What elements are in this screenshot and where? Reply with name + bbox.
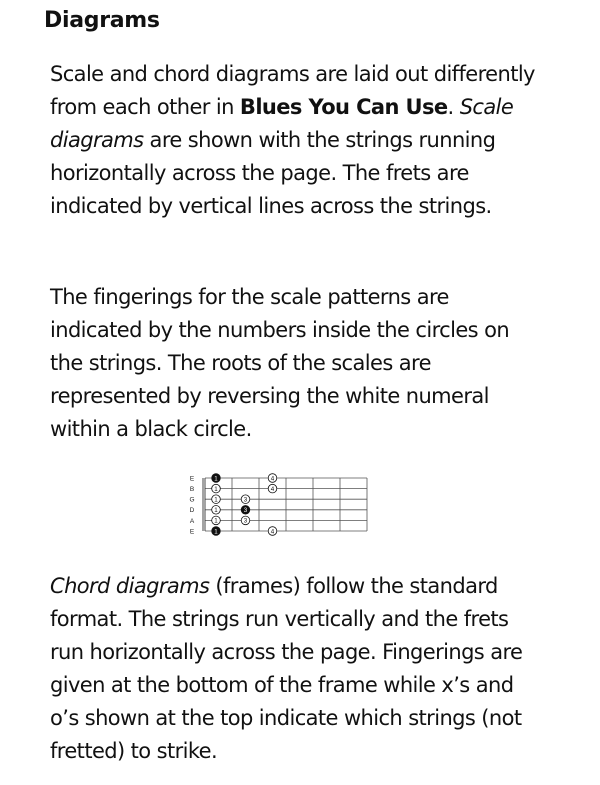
string-label: A [189, 517, 195, 525]
string-label: D [189, 507, 195, 515]
root-note-marker [212, 474, 221, 483]
paragraph-chord-diagrams [50, 570, 540, 768]
finger-number: 1 [214, 475, 218, 483]
note-marker [268, 484, 277, 493]
finger-number: 3 [243, 517, 248, 525]
finger-number: 4 [270, 475, 275, 483]
paragraph-fingerings: The fingerings for the scale patterns are indicated by the numbers inside the circles on the strings. The roots of the scales are represented by reversing the white numeral within a black circle. [50, 285, 510, 441]
note-marker [212, 495, 221, 504]
note-marker [241, 495, 250, 504]
note-marker [268, 527, 277, 536]
note-marker [212, 506, 221, 515]
finger-number: 1 [214, 485, 218, 493]
scale-diagrams-term: Scale diagrams [50, 95, 514, 152]
string-label: E [189, 528, 195, 536]
scale-diagram [186, 468, 382, 544]
paragraph1-text-b: . [447, 95, 460, 119]
finger-number: 1 [214, 507, 218, 515]
finger-number: 4 [270, 485, 275, 493]
string-label: E [189, 475, 195, 483]
finger-number: 3 [243, 507, 248, 515]
paragraph3-text: (frames) follow the standard format. The strings run vertically and the frets run horizontally across the page. Fingerings are given at the bottom of the frame while x’s and o’s shown at the top indicate which strings (not fretted) to strike. [50, 574, 523, 763]
finger-number: 3 [243, 496, 248, 504]
root-note-marker [241, 506, 250, 515]
note-marker [268, 474, 277, 483]
string-label: G [189, 496, 195, 504]
fretboard-grid [203, 478, 367, 531]
finger-number: 1 [214, 528, 218, 536]
note-marker [212, 484, 221, 493]
finger-number: 4 [270, 528, 275, 536]
finger-number: 1 [214, 517, 218, 525]
paragraph1-text-c: are shown with the strings running horizontally across the page. The frets are indicated by vertical lines across the strings. [50, 128, 496, 218]
chord-diagrams-term: Chord diagrams [50, 574, 210, 598]
note-marker [212, 516, 221, 525]
finger-number: 1 [214, 496, 218, 504]
book-title: Blues You Can Use [239, 95, 448, 119]
paragraph1-text-a: Scale and chord diagrams are laid out differently from each other in [50, 62, 535, 119]
paragraph-scale-diagrams-intro [50, 58, 540, 223]
note-marker [241, 516, 250, 525]
section-heading: Diagrams [44, 8, 160, 33]
root-note-marker [212, 527, 221, 536]
string-label: B [189, 486, 195, 493]
